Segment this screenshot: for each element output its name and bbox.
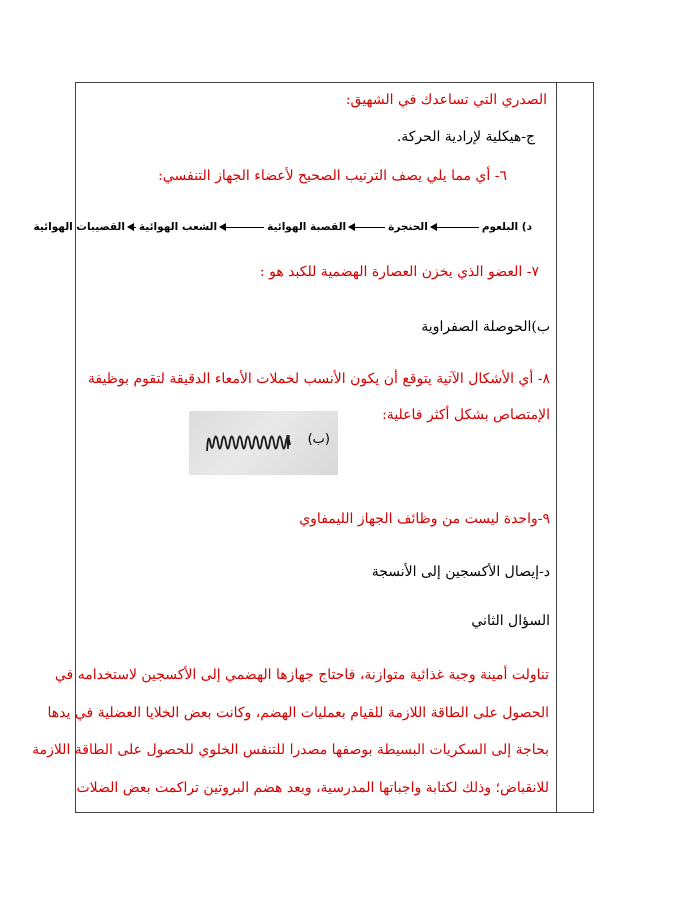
section-title: السؤال الثاني (471, 613, 550, 629)
question-continuation: الصدري التي تساعدك في الشهيق: (345, 92, 547, 108)
question-6: ٦- أي مما يلي يصف الترتيب الصحيح لأعضاء الجهاز التنفسي: (158, 168, 507, 184)
paragraph-line: الحصول على الطاقة اللازمة للقيام بعمليات الهضم، وكانت بعض الخلايا العضلية في يدها (47, 705, 549, 721)
paragraph-line: بحاجة إلى السكريات البسيطة بوصفها مصدرا للتنفس الخلوي للحصول على الطاقة اللازمة (32, 742, 549, 758)
villi-shape-image (189, 411, 338, 475)
chain-item: الحنجرة (388, 221, 428, 233)
chain-item: الشعب الهوائية (138, 221, 218, 233)
arrow-icon (431, 227, 479, 228)
arrow-icon (349, 227, 385, 228)
chain-label: د) البلعوم (481, 221, 532, 233)
arrow-icon (220, 227, 264, 228)
arrow-icon (128, 227, 136, 228)
chain-item: القصبة الهوائية (267, 221, 347, 233)
answer-5: ج-هيكلية لإرادية الحركة. (396, 129, 535, 145)
table-column-divider (556, 82, 557, 813)
paragraph-line: للانقباض؛ وذلك لكتابة واجباتها المدرسية، وبعد هضم البروتين تراكمت بعض الضلات (76, 780, 549, 796)
chain-item: القصيبات الهوائية (33, 221, 125, 233)
question-8-continuation: الإمتصاص بشكل أكثر فاعلية: (382, 407, 550, 423)
question-7: ٧- العضو الذي يخزن العصارة الهضمية للكبد هو : (259, 264, 539, 280)
paragraph-line: تناولت أمينة وجبة غذائية متوازنة، فاحتاج جهازها الهضمي إلى الأكسجين لاستخدامه في (54, 667, 549, 683)
answer-9: د-إيصال الأكسجين إلى الأنسجة (371, 564, 550, 580)
respiratory-order-answer (34, 221, 533, 233)
figure-label: (ب) (307, 432, 330, 447)
question-9: ٩-واحدة ليست من وظائف الجهاز الليمفاوي (299, 511, 550, 527)
answer-7: ب)الحوصلة الصفراوية (421, 319, 550, 335)
question-8: ٨- أي الأشكال الآتية يتوقع أن يكون الأنسب لخملات الأمعاء الدقيقة لتقوم بوظيفة (87, 371, 550, 387)
